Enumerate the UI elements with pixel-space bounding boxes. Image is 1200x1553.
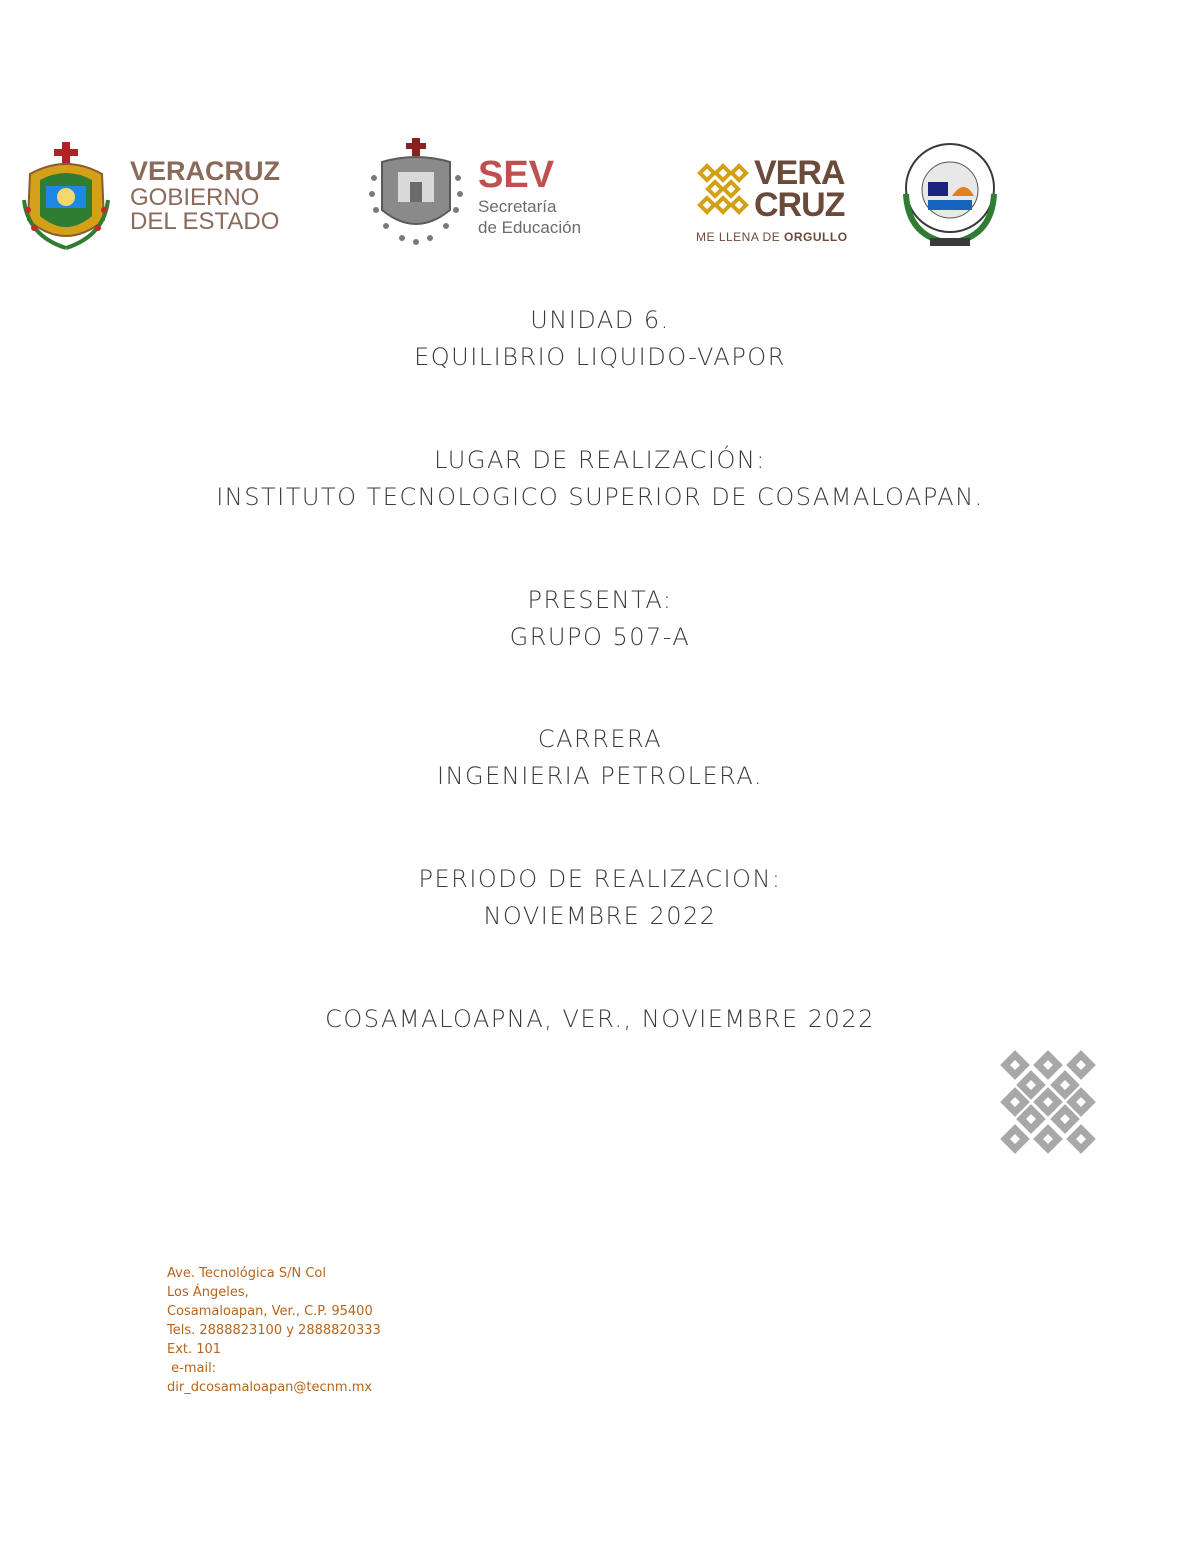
place-date: COSAMALOAPNA, VER., NOVIEMBRE 2022	[325, 1005, 875, 1033]
period-section	[0, 861, 1200, 935]
sev-logo-line3: de Educación	[478, 218, 582, 237]
unit-title: UNIDAD 6.	[530, 306, 670, 334]
sev-logo-line2: Secretaría	[478, 197, 557, 216]
phone-line: Tels. 2888823100 y 2888820333	[167, 1323, 381, 1338]
sev-logo-title: SEV	[478, 154, 555, 196]
itsco-logo	[898, 138, 1002, 250]
career-value: INGENIERIA PETROLERA.	[436, 762, 763, 790]
veracruz-government-logo	[20, 140, 290, 252]
period-label: PERIODO DE REALIZACION:	[418, 865, 782, 893]
footer-address	[167, 1264, 381, 1397]
career-section	[0, 721, 1200, 795]
itsco-seal-icon	[898, 138, 1002, 250]
sev-shield-icon	[368, 138, 464, 246]
veracruz-coat-of-arms-icon	[20, 140, 112, 252]
career-label: CARRERA	[537, 725, 663, 753]
extension-line: Ext. 101	[167, 1342, 222, 1357]
veracruz-brand-line1: VERA	[754, 154, 845, 192]
address-line1: Ave. Tecnológica S/N Col	[167, 1266, 326, 1281]
address-line3: Cosamaloapan, Ver., C.P. 95400	[167, 1304, 373, 1319]
place-label: LUGAR DE REALIZACIÓN:	[434, 446, 766, 474]
place-section	[0, 442, 1200, 516]
knot-watermark-icon	[996, 1050, 1100, 1154]
email-label: e-mail:	[167, 1361, 217, 1376]
email-address[interactable]: dir_dcosamaloapan@tecnm.mx	[167, 1380, 373, 1395]
veracruz-orgullo-logo	[694, 150, 858, 250]
veracruz-brand-line2: CRUZ	[754, 186, 845, 224]
address-line2: Los Ángeles,	[167, 1285, 249, 1300]
tagline-bold: ORGULLO	[784, 230, 848, 244]
presenter-section	[0, 582, 1200, 656]
presenter-label: PRESENTA:	[527, 586, 673, 614]
place-date-section	[0, 1001, 1200, 1038]
subject-title: EQUILIBRIO LIQUIDO-VAPOR	[414, 343, 786, 371]
presenter-value: GRUPO 507-A	[509, 623, 691, 651]
sev-logo	[368, 138, 608, 250]
title-section	[0, 302, 1200, 376]
place-value: INSTITUTO TECNOLOGICO SUPERIOR DE COSAMALOAPAN.	[216, 483, 984, 511]
veracruz-knot-icon	[696, 162, 750, 216]
veracruz-logo-line1: VERACRUZ	[130, 156, 281, 186]
veracruz-brand-tagline	[696, 230, 848, 244]
veracruz-logo-line3: DEL ESTADO	[130, 208, 280, 235]
period-value: NOVIEMBRE 2022	[483, 902, 717, 930]
tagline-start: ME LLENA DE	[696, 230, 781, 244]
veracruz-logo-line2: GOBIERNO	[130, 184, 260, 211]
